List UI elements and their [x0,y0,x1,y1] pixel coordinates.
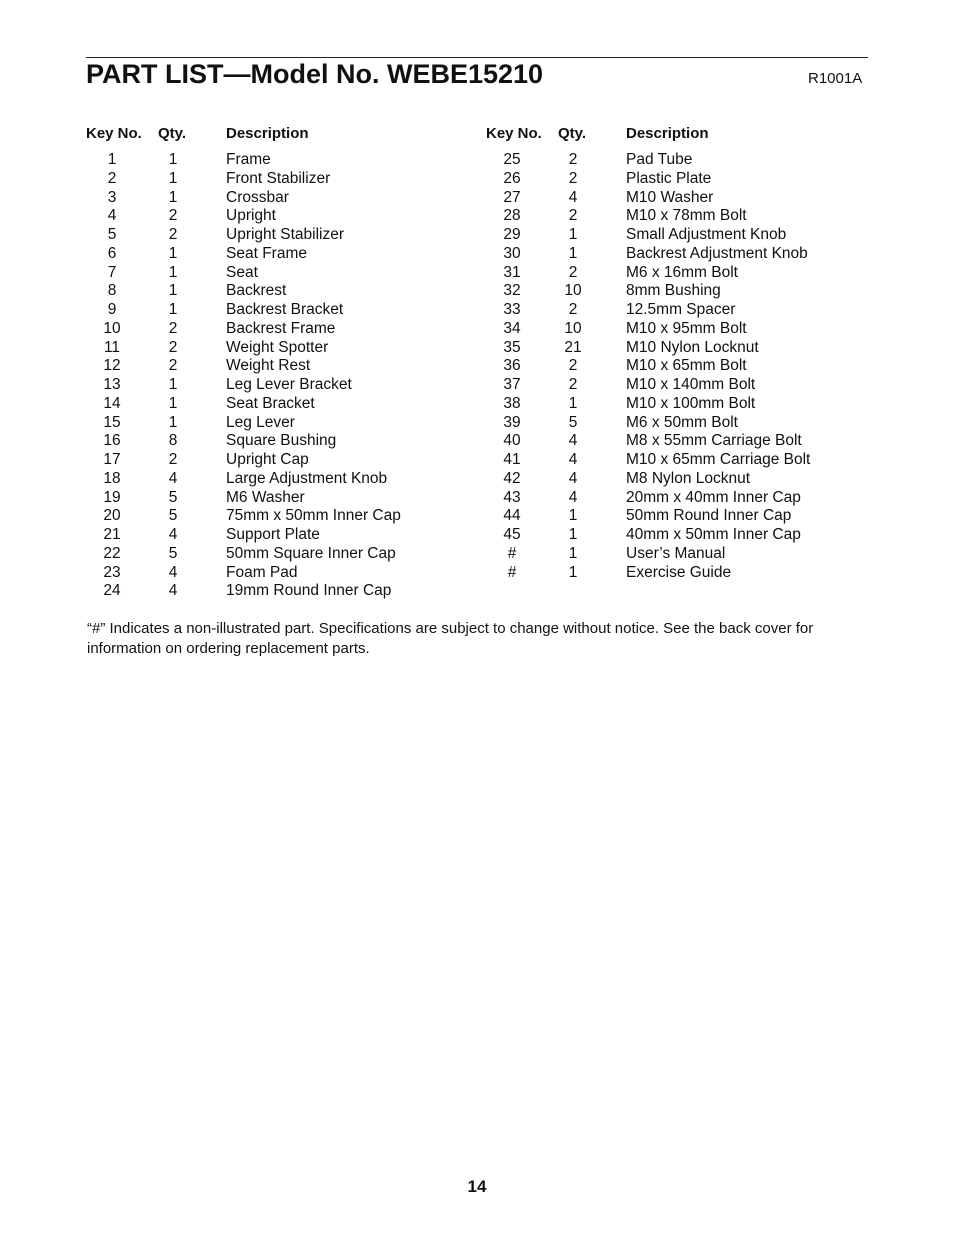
key-no-cell: 45 [503,526,521,543]
description-cell: Leg Lever [226,413,295,431]
description-cell: Backrest Adjustment Knob [626,244,808,262]
qty-cell: 2 [568,263,578,281]
key-no-cell: 24 [103,582,121,600]
qty-cell: 2 [168,207,178,225]
qty-cell: 2 [168,338,178,356]
key-no-cell: 27 [503,188,521,206]
key-no-cell: 42 [503,469,521,487]
qty-cell: 2 [568,376,578,393]
description-cell: M6 Washer [226,488,305,506]
description-cell: 19mm Round Inner Cap [226,582,392,600]
qty-cell: 4 [568,451,578,468]
description-cell: Upright [226,207,276,225]
description-cell: 8mm Bushing [626,282,721,300]
description-cell: 20mm x 40mm Inner Cap [626,488,801,506]
qty-cell: 1 [568,244,578,262]
qty-cell: 1 [568,226,578,243]
key-no-cell: 5 [107,226,117,243]
description-cell: M6 x 16mm Bolt [626,263,738,281]
key-no-cell: 32 [503,282,521,300]
qty-cell: 1 [168,394,178,412]
qty-cell: 1 [568,563,578,581]
qty-cell: 1 [568,507,578,525]
key-no-cell: 17 [103,451,121,468]
description-cell: M10 x 140mm Bolt [626,376,756,393]
qty-cell: 4 [568,488,578,506]
description-cell: 75mm x 50mm Inner Cap [226,507,401,525]
description-cell: M8 Nylon Locknut [626,469,751,487]
description-cell: Upright Stabilizer [226,226,345,243]
key-no-cell: 8 [107,282,117,300]
description-cell: M10 x 100mm Bolt [626,394,756,412]
key-no-cell: 21 [103,526,121,543]
key-no-cell: 30 [503,244,521,262]
qty-cell: 1 [168,188,178,206]
key-no-cell: # [507,563,517,581]
key-no-cell: 33 [503,301,521,318]
header-rule [86,57,868,58]
key-no-cell: 44 [503,507,521,525]
description-cell: Support Plate [226,526,320,543]
qty-header: Qty. [158,125,187,142]
description-cell: M10 x 78mm Bolt [626,207,747,225]
page-number: 14 [467,1177,487,1196]
description-cell: Front Stabilizer [226,169,331,187]
key-no-cell: 2 [107,169,117,187]
key-no-cell: 11 [103,338,121,356]
qty-header: Qty. [558,125,587,142]
key-no-cell: 20 [103,507,121,525]
description-header: Description [626,125,709,142]
key-no-cell: # [507,544,517,562]
qty-cell: 2 [568,301,578,318]
description-cell: User’s Manual [626,544,726,562]
qty-cell: 2 [568,169,578,187]
qty-cell: 10 [564,319,582,337]
qty-cell: 2 [168,226,178,243]
qty-cell: 1 [168,301,178,318]
description-cell: M10 x 65mm Bolt [626,357,747,375]
qty-cell: 2 [568,151,578,168]
key-no-cell: 15 [103,413,121,431]
key-no-cell: 16 [103,432,121,450]
key-no-cell: 36 [503,357,521,375]
qty-cell: 4 [568,188,578,206]
qty-cell: 5 [568,413,578,431]
key-no-cell: 14 [103,394,121,412]
qty-cell: 5 [168,507,178,525]
description-cell: Backrest [226,282,287,300]
key-no-cell: 40 [503,432,521,450]
description-cell: Weight Rest [226,357,311,375]
key-no-cell: 1 [107,151,117,168]
description-cell: Crossbar [226,188,289,206]
key-no-cell: 22 [103,544,121,562]
key-no-cell: 43 [503,488,521,506]
qty-cell: 4 [568,432,578,450]
description-cell: 40mm x 50mm Inner Cap [626,526,801,543]
qty-cell: 2 [168,357,178,375]
qty-cell: 2 [168,451,178,468]
qty-cell: 1 [168,244,178,262]
key-no-cell: 23 [103,563,121,581]
qty-cell: 1 [568,394,578,412]
qty-cell: 1 [568,526,578,543]
key-no-cell: 18 [103,469,121,487]
description-cell: Exercise Guide [626,563,732,581]
key-no-header: Key No. [86,125,142,142]
qty-cell: 4 [168,526,178,543]
qty-cell: 1 [168,263,178,281]
document-code: R1001A [808,70,863,87]
key-no-cell: 38 [503,394,521,412]
key-no-cell: 41 [503,451,521,468]
key-no-cell: 25 [503,151,521,168]
qty-cell: 2 [168,319,178,337]
key-no-cell: 13 [103,376,121,393]
key-no-cell: 7 [107,263,117,281]
description-cell: Foam Pad [226,563,298,581]
qty-cell: 21 [564,338,582,356]
description-cell: Seat Frame [226,244,307,262]
description-cell: 12.5mm Spacer [626,301,736,318]
key-no-cell: 31 [503,263,521,281]
key-no-cell: 4 [107,207,117,225]
description-cell: Large Adjustment Knob [226,469,388,487]
key-no-cell: 3 [107,188,117,206]
key-no-header: Key No. [486,125,542,142]
key-no-cell: 19 [103,488,121,506]
description-cell: M10 Washer [626,188,714,206]
description-cell: Seat [226,263,258,281]
description-cell: Upright Cap [226,451,309,468]
qty-cell: 1 [168,282,178,300]
key-no-cell: 29 [503,226,521,243]
description-cell: Plastic Plate [626,169,712,187]
description-cell: Seat Bracket [226,394,315,412]
key-no-cell: 6 [107,244,117,262]
qty-cell: 1 [168,169,178,187]
key-no-cell: 28 [503,207,521,225]
key-no-cell: 37 [503,376,521,393]
key-no-cell: 12 [103,357,121,375]
key-no-cell: 39 [503,413,521,431]
description-cell: M10 x 65mm Carriage Bolt [626,451,811,468]
qty-cell: 10 [564,282,582,300]
description-cell: 50mm Round Inner Cap [626,507,792,525]
key-no-cell: 34 [503,319,521,337]
description-cell: 50mm Square Inner Cap [226,544,396,562]
description-cell: Backrest Bracket [226,301,344,318]
qty-cell: 4 [168,582,178,600]
description-cell: Weight Spotter [226,338,329,356]
description-cell: Backrest Frame [226,319,336,337]
qty-cell: 8 [168,432,178,450]
description-cell: Small Adjustment Knob [626,226,787,243]
qty-cell: 2 [568,357,578,375]
qty-cell: 4 [168,469,178,487]
qty-cell: 1 [168,413,178,431]
qty-cell: 1 [168,151,178,168]
description-cell: M10 x 95mm Bolt [626,319,747,337]
key-no-cell: 9 [107,301,117,318]
description-cell: M10 Nylon Locknut [626,338,759,356]
qty-cell: 2 [568,207,578,225]
description-cell: Pad Tube [626,151,693,168]
description-cell: M6 x 50mm Bolt [626,413,738,431]
page-title: PART LIST—Model No. WEBE15210 [86,59,544,89]
description-cell: Leg Lever Bracket [226,376,352,393]
qty-cell: 4 [568,469,578,487]
description-cell: M8 x 55mm Carriage Bolt [626,432,802,450]
key-no-cell: 35 [503,338,521,356]
footnote: “#” Indicates a non-illustrated part. Specifications are subject to change without notice. See the back cover for information on ordering replacement parts. [87,620,814,657]
description-cell: Frame [226,151,271,168]
qty-cell: 4 [168,563,178,581]
key-no-cell: 10 [103,319,121,337]
qty-cell: 1 [568,544,578,562]
qty-cell: 5 [168,544,178,562]
key-no-cell: 26 [503,169,521,187]
description-header: Description [226,125,309,142]
qty-cell: 5 [168,488,178,506]
qty-cell: 1 [168,376,178,393]
description-cell: Square Bushing [226,432,337,450]
